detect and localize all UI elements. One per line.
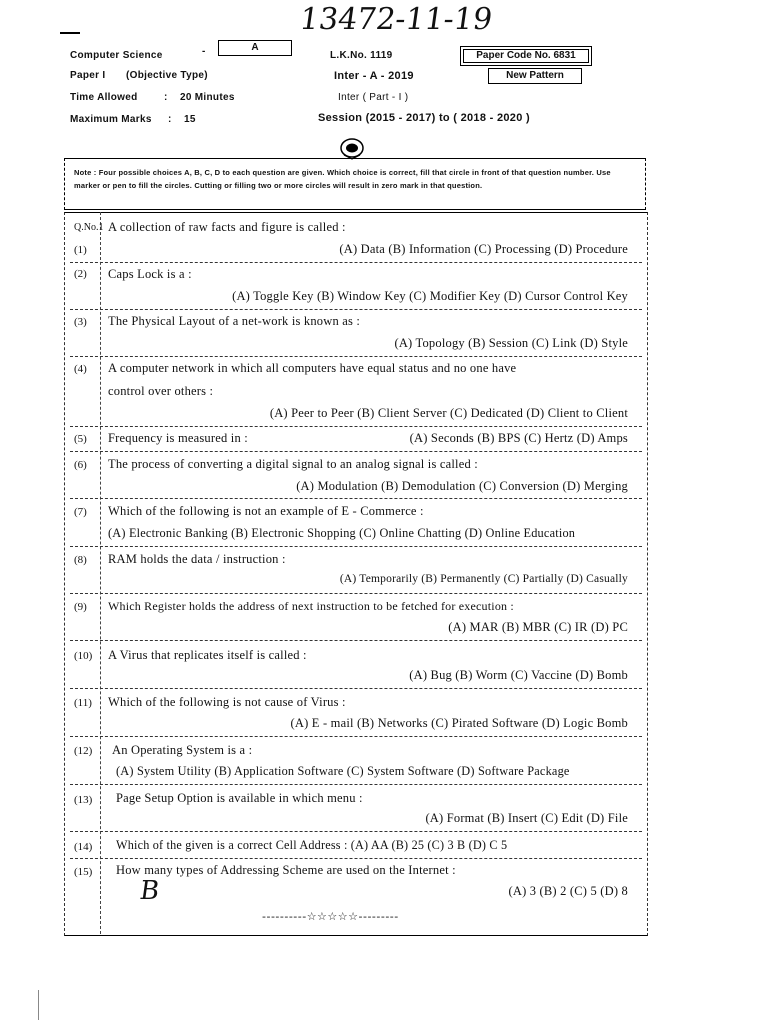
marks-colon: :	[168, 114, 172, 125]
question-4-number: (4)	[74, 363, 87, 375]
question-5-answers: (A) Seconds (B) BPS (C) Hertz (D) Amps	[409, 431, 628, 445]
time-allowed-value: 20 Minutes	[180, 92, 235, 103]
question-7-number: (7)	[74, 506, 87, 518]
question-6-text: The process of converting a digital signal to an analog signal is called :	[108, 457, 478, 471]
question-3-text: The Physical Layout of a net-work is known as :	[108, 314, 361, 328]
question-1-number: (1)	[74, 244, 87, 256]
question-7-answers: (A) Electronic Banking (B) Electronic Shopping (C) Online Chatting (D) Online Education	[108, 526, 576, 540]
question-separator	[70, 736, 642, 737]
version-box: A	[218, 40, 292, 56]
question-separator	[70, 784, 642, 785]
question-8-text: RAM holds the data / instruction :	[108, 552, 286, 566]
question-13-answers: (A) Format (B) Insert (C) Edit (D) File	[425, 811, 628, 825]
question-11-answers: (A) E - mail (B) Networks (C) Pirated Software (D) Logic Bomb	[290, 716, 628, 730]
question-10-text: A Virus that replicates itself is called :	[108, 648, 307, 662]
question-11-number: (11)	[74, 697, 92, 709]
question-1-text: A collection of raw facts and figure is called :	[108, 220, 346, 234]
exam-title: Inter - A - 2019	[334, 70, 414, 82]
instructions-note: Note : Four possible choices A, B, C, D to each question are given. Which choice is correct, fill that circle in front of that question number. Use marker or pen to fill the circles. Cutting or filling two or more circles will result in zero mark in that question.	[74, 168, 611, 190]
time-allowed-label: Time Allowed	[70, 92, 138, 103]
question-15-answers: (A) 3 (B) 2 (C) 5 (D) 8	[508, 884, 628, 898]
subject-label: Computer Science	[70, 50, 163, 61]
question-14-number: (14)	[74, 841, 93, 853]
question-separator	[70, 593, 642, 594]
question-13-number: (13)	[74, 794, 93, 806]
question-separator	[70, 831, 642, 832]
question-12-text: An Operating System is a :	[112, 743, 253, 757]
question-12-answers: (A) System Utility (B) Application Software (C) System Software (D) Software Package	[116, 764, 570, 778]
question-3-answers: (A) Topology (B) Session (C) Link (D) Style	[394, 336, 628, 350]
question-9-answers: (A) MAR (B) MBR (C) IR (D) PC	[448, 620, 628, 634]
question-number-column-divider	[100, 212, 101, 934]
paper-code-box: Paper Code No. 6831	[463, 49, 589, 63]
question-1-answers: (A) Data (B) Information (C) Processing (D) Procedure	[339, 242, 628, 256]
question-separator	[70, 426, 642, 427]
question-15-text: How many types of Addressing Scheme are used on the Internet :	[116, 863, 456, 877]
pattern-box: New Pattern	[488, 68, 582, 84]
handwritten-reference: 13472-11-19	[297, 2, 495, 37]
max-marks-value: 15	[184, 114, 196, 125]
question-10-answers: (A) Bug (B) Worm (C) Vaccine (D) Bomb	[409, 668, 628, 682]
question-2-answers: (A) Toggle Key (B) Window Key (C) Modifier Key (D) Cursor Control Key	[232, 289, 628, 303]
question-2-text: Caps Lock is a :	[108, 267, 192, 281]
question-separator	[70, 356, 642, 357]
question-1-prefix: Q.No.1	[74, 222, 104, 233]
question-8-number: (8)	[74, 554, 87, 566]
question-4-answers: (A) Peer to Peer (B) Client Server (C) Dedicated (D) Client to Client	[269, 406, 628, 420]
board-seal-icon	[338, 136, 366, 160]
question-4-text-continued: control over others :	[108, 384, 214, 398]
question-6-answers: (A) Modulation (B) Demodulation (C) Conversion (D) Merging	[296, 479, 628, 493]
question-3-number: (3)	[74, 316, 87, 328]
question-12-number: (12)	[74, 745, 93, 757]
question-separator	[70, 688, 642, 689]
question-9-text: Which Register holds the address of next instruction to be fetched for execution :	[108, 599, 514, 613]
question-5-text: Frequency is measured in :	[108, 431, 248, 445]
question-11-text: Which of the following is not cause of Virus :	[108, 695, 346, 709]
corner-dash	[60, 32, 80, 34]
question-separator	[70, 262, 642, 263]
question-8-answers: (A) Temporarily (B) Permanently (C) Partially (D) Casually	[339, 573, 628, 585]
lk-number: L.K.No. 1119	[330, 50, 393, 61]
paper-number: Paper I	[70, 70, 106, 81]
question-separator	[70, 309, 642, 310]
session-label: Session (2015 - 2017) to ( 2018 - 2020 )	[318, 112, 530, 124]
question-5-number: (5)	[74, 433, 87, 445]
question-separator	[70, 498, 642, 499]
question-6-number: (6)	[74, 459, 87, 471]
subject-dash: -	[202, 46, 206, 57]
question-4-text: A computer network in which all computers have equal status and no one have	[108, 361, 517, 375]
footer-stars: ----------☆☆☆☆☆---------	[262, 910, 399, 923]
question-15-number: (15)	[74, 866, 93, 878]
time-colon: :	[164, 92, 168, 103]
question-separator	[70, 640, 642, 641]
part-label: Inter ( Part - I )	[338, 92, 409, 103]
question-separator	[70, 858, 642, 859]
question-separator	[70, 451, 642, 452]
question-7-text: Which of the following is not an example of E - Commerce :	[108, 504, 424, 518]
handwritten-answer-mark: B	[137, 876, 162, 906]
question-2-number: (2)	[74, 268, 87, 280]
question-10-number: (10)	[74, 650, 93, 662]
question-13-text: Page Setup Option is available in which menu :	[116, 791, 363, 805]
question-14-text: Which of the given is a correct Cell Address : (A) AA (B) 25 (C) 3 B (D) C 5	[116, 838, 508, 852]
question-9-number: (9)	[74, 601, 87, 613]
paper-type: (Objective Type)	[126, 70, 208, 81]
max-marks-label: Maximum Marks	[70, 114, 152, 125]
scan-margin-line	[38, 990, 39, 1020]
question-separator	[70, 546, 642, 547]
